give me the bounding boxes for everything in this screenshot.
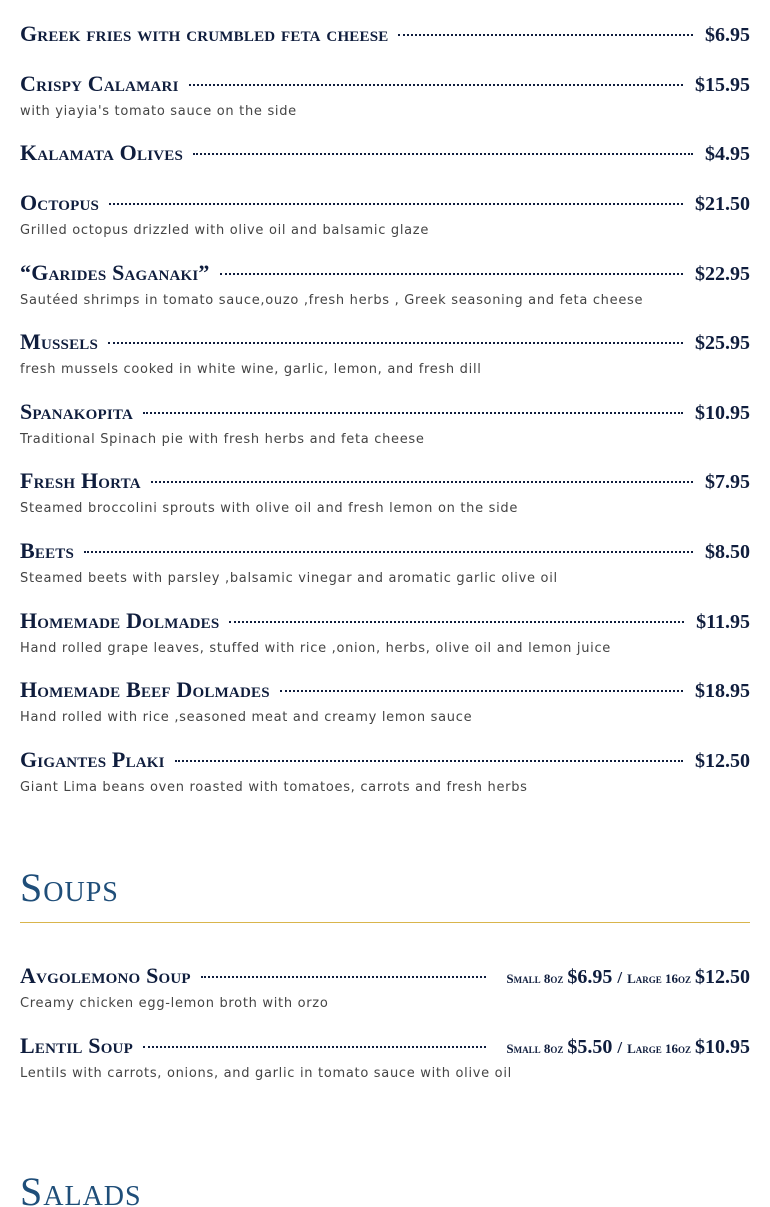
menu-item <box>20 140 750 170</box>
price-separator: / <box>617 968 623 987</box>
menu-item <box>20 71 750 119</box>
item-description: Hand rolled with rice ,seasoned meat and creamy lemon sauce <box>20 710 473 725</box>
item-name: Spanakopita <box>20 399 134 424</box>
item-name: Homemade Dolmades <box>20 608 220 633</box>
dot-leader <box>201 976 487 978</box>
item-name: Homemade Beef Dolmades <box>20 677 270 702</box>
item-price: $7.95 <box>705 471 750 493</box>
item-price: $6.95 <box>705 24 750 46</box>
price-large: $10.95 <box>695 1036 750 1058</box>
dot-leader <box>108 342 683 344</box>
item-description: Traditional Spinach pie with fresh herbs and feta cheese <box>20 432 425 447</box>
item-price: $10.95 <box>695 402 750 424</box>
item-price-sizes <box>506 966 750 989</box>
item-description: fresh mussels cooked in white wine, garlic, lemon, and fresh dill <box>20 362 482 377</box>
price-separator: / <box>617 1038 623 1057</box>
price-small: $5.50 <box>567 1036 613 1058</box>
dot-leader <box>398 34 693 36</box>
menu-item <box>20 1033 750 1081</box>
price-small: $6.95 <box>567 966 613 988</box>
item-name: “Garides Saganaki” <box>20 260 210 285</box>
item-price: $12.50 <box>695 750 750 772</box>
menu-item <box>20 399 750 447</box>
menu-item <box>20 260 750 308</box>
dot-leader <box>143 1046 486 1048</box>
dot-leader <box>193 153 693 155</box>
item-name: Gigantes Plaki <box>20 747 165 772</box>
item-description: Steamed beets with parsley ,balsamic vinegar and aromatic garlic olive oil <box>20 571 558 586</box>
menu-item <box>20 608 750 656</box>
item-name: Mussels <box>20 329 99 354</box>
size-label-small: Small 8oz <box>506 1041 564 1056</box>
price-large: $12.50 <box>695 966 750 988</box>
dot-leader <box>109 203 683 205</box>
dot-leader <box>151 481 693 483</box>
item-description: Giant Lima beans oven roasted with tomatoes, carrots and fresh herbs <box>20 780 528 795</box>
menu-item <box>20 963 750 1011</box>
item-name: Beets <box>20 538 75 563</box>
item-name: Octopus <box>20 190 100 215</box>
dot-leader <box>220 273 683 275</box>
section-divider <box>20 922 750 923</box>
item-description: Sautéed shrimps in tomato sauce,ouzo ,fresh herbs , Greek seasoning and feta cheese <box>20 293 644 308</box>
item-price: $4.95 <box>705 143 750 165</box>
item-name: Avgolemono Soup <box>20 963 191 988</box>
item-price: $18.95 <box>695 680 750 702</box>
menu-item <box>20 747 750 795</box>
section-title-soups: Soups <box>20 865 119 910</box>
dot-leader <box>143 412 683 414</box>
size-label-small: Small 8oz <box>506 971 564 986</box>
menu-item <box>20 21 750 51</box>
item-description: Hand rolled grape leaves, stuffed with rice ,onion, herbs, olive oil and lemon juice <box>20 641 611 656</box>
item-description: with yiayia's tomato sauce on the side <box>20 104 297 119</box>
item-name: Kalamata Olives <box>20 140 184 165</box>
menu-item <box>20 190 750 238</box>
dot-leader <box>84 551 693 553</box>
item-price: $15.95 <box>695 74 750 96</box>
item-description: Steamed broccolini sprouts with olive oil and fresh lemon on the side <box>20 501 519 516</box>
dot-leader <box>229 621 684 623</box>
menu-item <box>20 468 750 516</box>
menu-item <box>20 677 750 725</box>
item-price: $11.95 <box>696 611 750 633</box>
dot-leader <box>280 690 683 692</box>
item-price: $21.50 <box>695 193 750 215</box>
item-name: Fresh Horta <box>20 468 141 493</box>
item-price-sizes <box>506 1036 750 1059</box>
item-name: Lentil Soup <box>20 1033 133 1058</box>
dot-leader <box>175 760 683 762</box>
item-description: Lentils with carrots, onions, and garlic in tomato sauce with olive oil <box>20 1066 512 1081</box>
size-label-large: Large 16oz <box>627 1041 691 1056</box>
menu-item <box>20 329 750 377</box>
item-description: Creamy chicken egg-lemon broth with orzo <box>20 996 329 1011</box>
item-price: $8.50 <box>705 541 750 563</box>
dot-leader <box>189 84 683 86</box>
menu-item <box>20 538 750 586</box>
item-price: $25.95 <box>695 332 750 354</box>
section-title-salads: Salads <box>20 1169 142 1207</box>
size-label-large: Large 16oz <box>627 971 691 986</box>
item-name: Crispy Calamari <box>20 71 179 96</box>
item-price: $22.95 <box>695 263 750 285</box>
item-name: Greek fries with crumbled feta cheese <box>20 21 389 46</box>
item-description: Grilled octopus drizzled with olive oil and balsamic glaze <box>20 223 430 238</box>
